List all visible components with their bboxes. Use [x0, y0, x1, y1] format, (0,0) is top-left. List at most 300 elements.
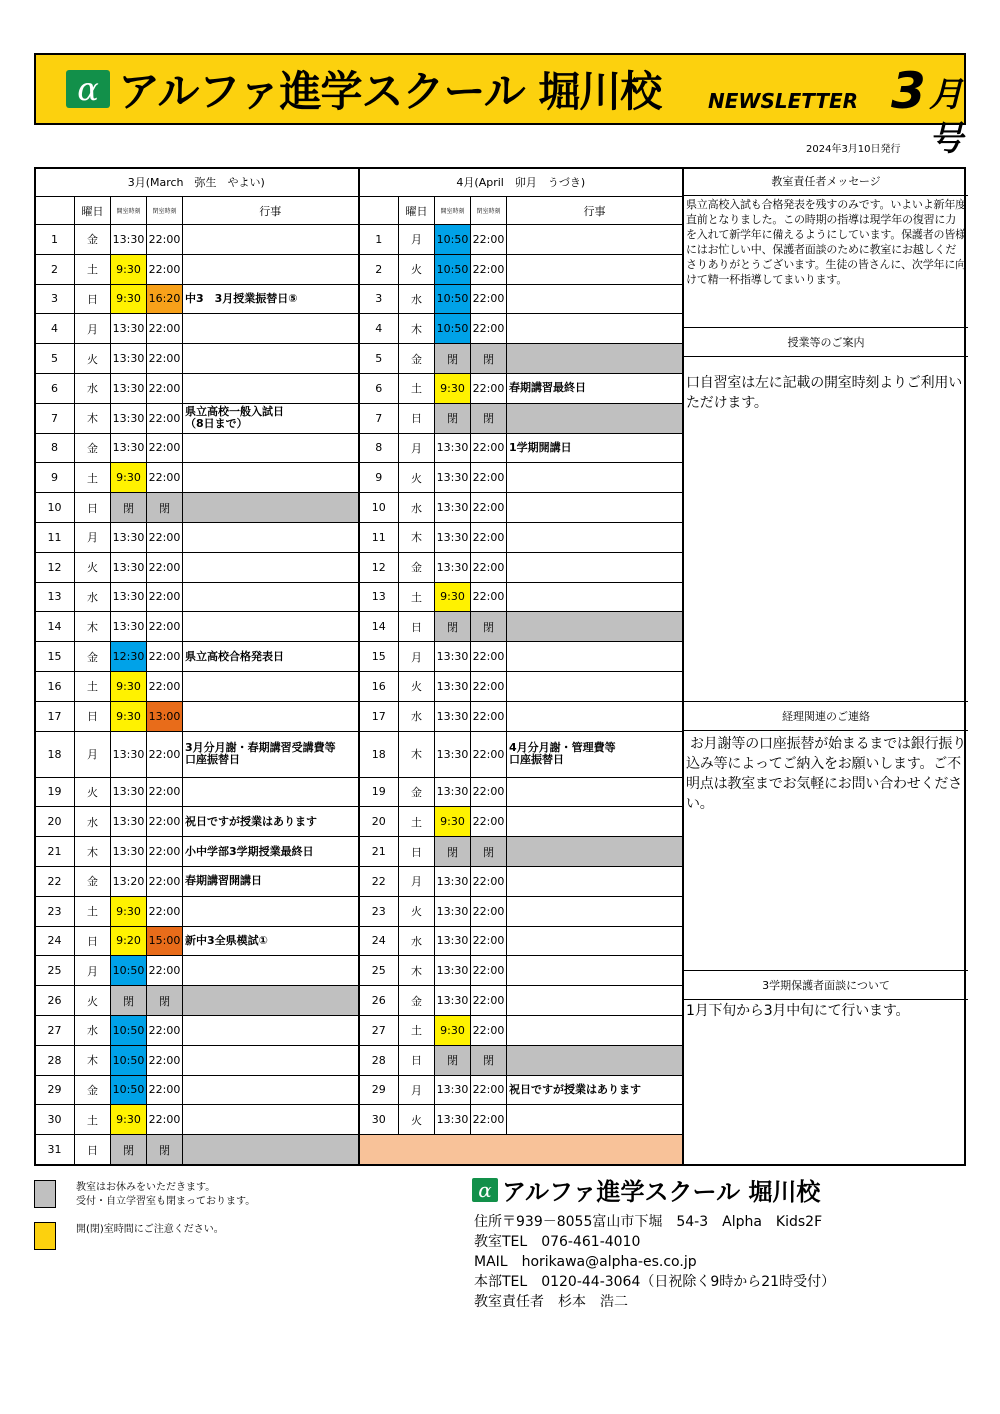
- april-open-time: 13:30: [435, 552, 471, 582]
- april-open-time: 13:30: [435, 777, 471, 807]
- school-name: アルファ進学スクール 堀川校: [118, 67, 662, 116]
- march-weekday: 木: [75, 403, 111, 433]
- april-event: [507, 986, 683, 1016]
- march-day: 8: [35, 433, 75, 463]
- april-open-time: 13:30: [435, 1075, 471, 1105]
- march-open-time: 13:30: [111, 777, 147, 807]
- legend-gray-swatch: [34, 1180, 56, 1208]
- march-open-time: 13:30: [111, 403, 147, 433]
- march-day: 13: [35, 582, 75, 612]
- april-day: 10: [359, 493, 399, 523]
- class-info-body: 口自習室は左に記載の開室時刻よりご利用いただけます。: [686, 375, 962, 411]
- march-open-time: 13:30: [111, 612, 147, 642]
- march-day: 30: [35, 1105, 75, 1135]
- table-row: [35, 926, 683, 956]
- april-day: 9: [359, 463, 399, 493]
- march-event: 春期講習開講日: [183, 866, 359, 896]
- col-day: [359, 197, 399, 225]
- footer-logo: [472, 1172, 820, 1207]
- march-event: 県立高校合格発表日: [183, 642, 359, 672]
- table-row: [35, 1135, 683, 1165]
- april-day: 18: [359, 731, 399, 777]
- april-close-time: 閉: [471, 837, 507, 867]
- april-close-time: 22:00: [471, 284, 507, 314]
- march-event: [183, 344, 359, 374]
- march-event: [183, 552, 359, 582]
- april-day: 3: [359, 284, 399, 314]
- april-close-time: 22:00: [471, 1105, 507, 1135]
- table-row: [35, 493, 683, 523]
- april-open-time: 9:30: [435, 373, 471, 403]
- april-event: 4月分月謝・管理費等 口座振替日: [507, 731, 683, 777]
- march-open-time: 13:30: [111, 373, 147, 403]
- april-day: 21: [359, 837, 399, 867]
- march-close-time: 22:00: [147, 1075, 183, 1105]
- newsletter-label: NEWSLETTER: [708, 89, 859, 113]
- april-day: 7: [359, 403, 399, 433]
- march-day: 22: [35, 866, 75, 896]
- april-weekday: 水: [399, 284, 435, 314]
- april-weekday: 金: [399, 552, 435, 582]
- march-close-time: 22:00: [147, 254, 183, 284]
- march-day: 28: [35, 1045, 75, 1075]
- march-event: [183, 896, 359, 926]
- april-weekday: 日: [399, 612, 435, 642]
- march-close-time: 22:00: [147, 956, 183, 986]
- april-event: [507, 463, 683, 493]
- april-event: 春期講習最終日: [507, 373, 683, 403]
- april-event: [507, 807, 683, 837]
- march-weekday: 日: [75, 926, 111, 956]
- parent-meeting-body: 1月下旬から3月中旬にて行います。: [686, 1003, 910, 1019]
- march-weekday: 木: [75, 612, 111, 642]
- march-open-time: 10:50: [111, 1015, 147, 1045]
- table-row: [35, 463, 683, 493]
- april-weekday: 日: [399, 403, 435, 433]
- april-weekday: 土: [399, 807, 435, 837]
- april-open-time: 10:50: [435, 225, 471, 255]
- march-event: [183, 254, 359, 284]
- table-row: [35, 986, 683, 1016]
- april-weekday: 金: [399, 344, 435, 374]
- april-event: [507, 254, 683, 284]
- april-open-time: 13:30: [435, 731, 471, 777]
- april-day: 16: [359, 671, 399, 701]
- march-open-time: 9:30: [111, 1105, 147, 1135]
- march-event: [183, 522, 359, 552]
- april-weekday: 土: [399, 373, 435, 403]
- march-close-time: 22:00: [147, 896, 183, 926]
- march-event: [183, 433, 359, 463]
- alpha-logo-icon: α: [472, 1178, 498, 1202]
- march-open-time: 13:30: [111, 837, 147, 867]
- april-close-time: 22:00: [471, 986, 507, 1016]
- march-weekday: 金: [75, 642, 111, 672]
- manager-message-body: 県立高校入試も合格発表を残すのみです。いよいよ新年度直前となりました。この時期の指導は現学年の復習に力を入れて新学年に備えるようにしています。保護者の皆様にはお忙しい中、保護者面談のために教室にお越しくださりありがとうございます。生徒の皆さんに、次学年に向けて精一杯指導してまいります。: [686, 198, 966, 286]
- march-close-time: 22:00: [147, 612, 183, 642]
- april-open-time: 閉: [435, 612, 471, 642]
- table-row: [35, 807, 683, 837]
- table-row: [35, 403, 683, 433]
- april-event: [507, 866, 683, 896]
- march-event: [183, 493, 359, 523]
- table-row: [35, 284, 683, 314]
- march-event: [183, 314, 359, 344]
- march-event: 県立高校一般入試日 （8日まで）: [183, 403, 359, 433]
- april-open-time: 13:30: [435, 1105, 471, 1135]
- issue-unit: 月号: [929, 75, 963, 159]
- april-day: 23: [359, 896, 399, 926]
- april-weekday: 水: [399, 493, 435, 523]
- april-close-time: 閉: [471, 403, 507, 433]
- april-open-time: 13:30: [435, 463, 471, 493]
- march-event: [183, 1075, 359, 1105]
- march-weekday: 月: [75, 314, 111, 344]
- col-day: [35, 197, 75, 225]
- march-close-time: 22:00: [147, 731, 183, 777]
- accounting-title: 経理関連のご連絡: [684, 702, 968, 731]
- footer-contact: [474, 1212, 835, 1312]
- march-close-time: 22:00: [147, 1105, 183, 1135]
- april-close-time: 22:00: [471, 225, 507, 255]
- april-weekday: 木: [399, 522, 435, 552]
- april-weekday: 月: [399, 642, 435, 672]
- table-row: [35, 1105, 683, 1135]
- march-close-time: 22:00: [147, 1015, 183, 1045]
- april-event: [507, 777, 683, 807]
- march-weekday: 月: [75, 956, 111, 986]
- manager-message-section: [684, 167, 968, 327]
- march-event: [183, 373, 359, 403]
- april-event: [507, 956, 683, 986]
- legend-yellow-text: 開(閉)室時間にご注意ください。: [76, 1224, 224, 1235]
- footer-tel: 教室TEL 076-461-4010: [474, 1234, 641, 1250]
- april-open-time: 9:30: [435, 807, 471, 837]
- april-weekday: 月: [399, 1075, 435, 1105]
- april-close-time: 22:00: [471, 1075, 507, 1105]
- footer-school-name: アルファ進学スクール 堀川校: [502, 1178, 821, 1206]
- march-close-time: 13:00: [147, 701, 183, 731]
- april-close-time: 22:00: [471, 866, 507, 896]
- april-open-time: 9:30: [435, 1015, 471, 1045]
- april-event: [507, 225, 683, 255]
- march-close-time: 22:00: [147, 344, 183, 374]
- march-open-time: 12:30: [111, 642, 147, 672]
- march-event: [183, 612, 359, 642]
- march-close-time: 22:00: [147, 225, 183, 255]
- march-event: [183, 1105, 359, 1135]
- footer-hq-tel: 本部TEL 0120-44-3064（日祝除く9時から21時受付）: [474, 1274, 836, 1290]
- march-close-time: 閉: [147, 986, 183, 1016]
- april-day: 22: [359, 866, 399, 896]
- march-weekday: 土: [75, 671, 111, 701]
- march-day: 10: [35, 493, 75, 523]
- march-open-time: 13:30: [111, 344, 147, 374]
- april-event: [507, 314, 683, 344]
- march-title: 3月(March 弥生 やよい): [35, 168, 359, 197]
- april-weekday: 木: [399, 314, 435, 344]
- legend-gray-line1: 教室はお休みをいただきます。: [76, 1182, 216, 1193]
- march-weekday: 火: [75, 777, 111, 807]
- march-day: 7: [35, 403, 75, 433]
- april-event: [507, 1045, 683, 1075]
- april-open-time: 13:30: [435, 896, 471, 926]
- march-day: 21: [35, 837, 75, 867]
- april-open-time: 10:50: [435, 284, 471, 314]
- table-row: [35, 433, 683, 463]
- manager-message-title: 教室責任者メッセージ: [684, 167, 968, 196]
- march-weekday: 水: [75, 1015, 111, 1045]
- march-close-time: 22:00: [147, 582, 183, 612]
- march-day: 3: [35, 284, 75, 314]
- april-open-time: 閉: [435, 1045, 471, 1075]
- march-weekday: 水: [75, 807, 111, 837]
- april-weekday: 金: [399, 986, 435, 1016]
- april-close-time: 22:00: [471, 956, 507, 986]
- march-open-time: 13:30: [111, 731, 147, 777]
- march-day: 25: [35, 956, 75, 986]
- april-day: 20: [359, 807, 399, 837]
- march-weekday: 土: [75, 254, 111, 284]
- april-day: 13: [359, 582, 399, 612]
- march-open-time: 9:30: [111, 463, 147, 493]
- april-event: [507, 522, 683, 552]
- march-close-time: 閉: [147, 493, 183, 523]
- march-day: 29: [35, 1075, 75, 1105]
- april-close-time: 22:00: [471, 926, 507, 956]
- march-open-time: 13:30: [111, 522, 147, 552]
- table-row: [35, 225, 683, 255]
- april-close-time: 22:00: [471, 522, 507, 552]
- april-open-time: 13:30: [435, 433, 471, 463]
- march-open-time: 13:20: [111, 866, 147, 896]
- march-open-time: 閉: [111, 986, 147, 1016]
- march-open-time: 9:30: [111, 671, 147, 701]
- parent-meeting-section: [684, 970, 968, 1164]
- parent-meeting-title: 3学期保護者面談について: [684, 971, 968, 1000]
- march-day: 9: [35, 463, 75, 493]
- april-close-time: 22:00: [471, 731, 507, 777]
- april-day: 14: [359, 612, 399, 642]
- accounting-body: お月謝等の口座振替が始まるまでは銀行振り込み等によってご納入をお願いします。ご不明点は教室までお気軽にお問い合わせください。: [686, 736, 966, 812]
- march-weekday: 金: [75, 225, 111, 255]
- march-weekday: 月: [75, 522, 111, 552]
- april-open-time: 閉: [435, 344, 471, 374]
- march-close-time: 22:00: [147, 1045, 183, 1075]
- alpha-logo-icon: α: [66, 70, 110, 108]
- april-day: 24: [359, 926, 399, 956]
- march-day: 17: [35, 701, 75, 731]
- april-close-time: 22:00: [471, 642, 507, 672]
- april-open-time: 13:30: [435, 926, 471, 956]
- april-close-time: 22:00: [471, 896, 507, 926]
- march-weekday: 月: [75, 731, 111, 777]
- march-open-time: 10:50: [111, 1075, 147, 1105]
- april-empty-cell: [359, 1135, 683, 1165]
- april-weekday: 火: [399, 463, 435, 493]
- march-open-time: 9:30: [111, 896, 147, 926]
- march-event: [183, 1015, 359, 1045]
- col-open: 開室時刻: [435, 197, 471, 225]
- april-close-time: 22:00: [471, 582, 507, 612]
- table-row: [35, 344, 683, 374]
- april-open-time: 13:30: [435, 701, 471, 731]
- march-day: 16: [35, 671, 75, 701]
- april-event: [507, 837, 683, 867]
- march-day: 2: [35, 254, 75, 284]
- table-row: [35, 956, 683, 986]
- april-open-time: 10:50: [435, 254, 471, 284]
- col-weekday: 曜日: [399, 197, 435, 225]
- march-day: 6: [35, 373, 75, 403]
- april-weekday: 日: [399, 1045, 435, 1075]
- april-close-time: 22:00: [471, 1015, 507, 1045]
- table-row: [35, 642, 683, 672]
- legend-gray-line2: 受付・自立学習室も閉まっております。: [76, 1196, 256, 1207]
- class-info-section: [684, 327, 968, 701]
- table-row: [35, 373, 683, 403]
- april-close-time: 22:00: [471, 807, 507, 837]
- march-day: 14: [35, 612, 75, 642]
- march-event: 祝日ですが授業はあります: [183, 807, 359, 837]
- april-day: 30: [359, 1105, 399, 1135]
- march-day: 27: [35, 1015, 75, 1045]
- march-day: 15: [35, 642, 75, 672]
- march-weekday: 金: [75, 1075, 111, 1105]
- march-weekday: 日: [75, 701, 111, 731]
- april-day: 15: [359, 642, 399, 672]
- march-open-time: 13:30: [111, 314, 147, 344]
- march-close-time: 16:20: [147, 284, 183, 314]
- april-weekday: 火: [399, 896, 435, 926]
- april-close-time: 22:00: [471, 373, 507, 403]
- march-close-time: 22:00: [147, 642, 183, 672]
- table-row: [35, 701, 683, 731]
- april-weekday: 日: [399, 837, 435, 867]
- march-weekday: 金: [75, 433, 111, 463]
- march-event: 小中学部3学期授業最終日: [183, 837, 359, 867]
- class-info-title: 授業等のご案内: [684, 328, 968, 357]
- table-row: [35, 1015, 683, 1045]
- april-close-time: 22:00: [471, 254, 507, 284]
- calendar-table: [34, 167, 683, 1165]
- april-day: 11: [359, 522, 399, 552]
- march-day: 24: [35, 926, 75, 956]
- march-weekday: 火: [75, 986, 111, 1016]
- april-event: [507, 403, 683, 433]
- footer-mail[interactable]: MAIL horikawa@alpha-es.co.jp: [474, 1254, 697, 1270]
- march-event: 新中3全県模試①: [183, 926, 359, 956]
- march-close-time: 22:00: [147, 403, 183, 433]
- april-open-time: 13:30: [435, 986, 471, 1016]
- march-open-time: 13:30: [111, 433, 147, 463]
- april-open-time: 10:50: [435, 314, 471, 344]
- april-weekday: 月: [399, 225, 435, 255]
- april-event: [507, 284, 683, 314]
- table-row: [35, 1045, 683, 1075]
- march-event: [183, 1045, 359, 1075]
- april-weekday: 水: [399, 926, 435, 956]
- april-day: 29: [359, 1075, 399, 1105]
- april-event: [507, 926, 683, 956]
- footer-address: 住所〒939－8055富山市下堀 54-3 Alpha Kids2F: [474, 1214, 823, 1230]
- april-day: 8: [359, 433, 399, 463]
- march-day: 31: [35, 1135, 75, 1165]
- april-weekday: 木: [399, 731, 435, 777]
- april-weekday: 火: [399, 254, 435, 284]
- table-row: [35, 837, 683, 867]
- march-close-time: 22:00: [147, 433, 183, 463]
- april-close-time: 閉: [471, 612, 507, 642]
- april-day: 12: [359, 552, 399, 582]
- march-event: [183, 225, 359, 255]
- april-day: 19: [359, 777, 399, 807]
- march-weekday: 木: [75, 837, 111, 867]
- march-weekday: 日: [75, 284, 111, 314]
- march-weekday: 金: [75, 866, 111, 896]
- march-event: [183, 777, 359, 807]
- march-day: 20: [35, 807, 75, 837]
- march-day: 26: [35, 986, 75, 1016]
- march-weekday: 水: [75, 373, 111, 403]
- april-weekday: 火: [399, 1105, 435, 1135]
- april-close-time: 22:00: [471, 777, 507, 807]
- april-open-time: 13:30: [435, 522, 471, 552]
- march-weekday: 水: [75, 582, 111, 612]
- table-row: [35, 612, 683, 642]
- april-open-time: 13:30: [435, 642, 471, 672]
- table-row: [35, 552, 683, 582]
- march-close-time: 22:00: [147, 522, 183, 552]
- table-row: [35, 866, 683, 896]
- april-day: 5: [359, 344, 399, 374]
- table-row: [35, 671, 683, 701]
- april-event: [507, 552, 683, 582]
- april-day: 28: [359, 1045, 399, 1075]
- april-day: 25: [359, 956, 399, 986]
- march-open-time: 10:50: [111, 956, 147, 986]
- april-close-time: 閉: [471, 344, 507, 374]
- march-close-time: 22:00: [147, 373, 183, 403]
- legend-yellow-swatch: [34, 1222, 56, 1250]
- april-open-time: 13:30: [435, 671, 471, 701]
- march-event: [183, 701, 359, 731]
- april-weekday: 土: [399, 1015, 435, 1045]
- march-open-time: 閉: [111, 493, 147, 523]
- col-close: 閉室時刻: [147, 197, 183, 225]
- table-row: [35, 777, 683, 807]
- march-weekday: 火: [75, 552, 111, 582]
- april-event: [507, 582, 683, 612]
- march-event: 3月分月謝・春期講習受講費等 口座振替日: [183, 731, 359, 777]
- march-day: 11: [35, 522, 75, 552]
- march-close-time: 22:00: [147, 552, 183, 582]
- march-close-time: 22:00: [147, 777, 183, 807]
- march-day: 4: [35, 314, 75, 344]
- march-event: [183, 956, 359, 986]
- march-event: [183, 582, 359, 612]
- april-open-time: 閉: [435, 403, 471, 433]
- april-close-time: 22:00: [471, 433, 507, 463]
- march-open-time: 10:50: [111, 1045, 147, 1075]
- march-event: [183, 463, 359, 493]
- publish-date: 2024年3月10日発行: [806, 144, 901, 155]
- april-weekday: 月: [399, 433, 435, 463]
- issue-number: 3: [891, 62, 926, 120]
- table-row: [35, 731, 683, 777]
- march-event: [183, 1135, 359, 1165]
- col-weekday: 曜日: [75, 197, 111, 225]
